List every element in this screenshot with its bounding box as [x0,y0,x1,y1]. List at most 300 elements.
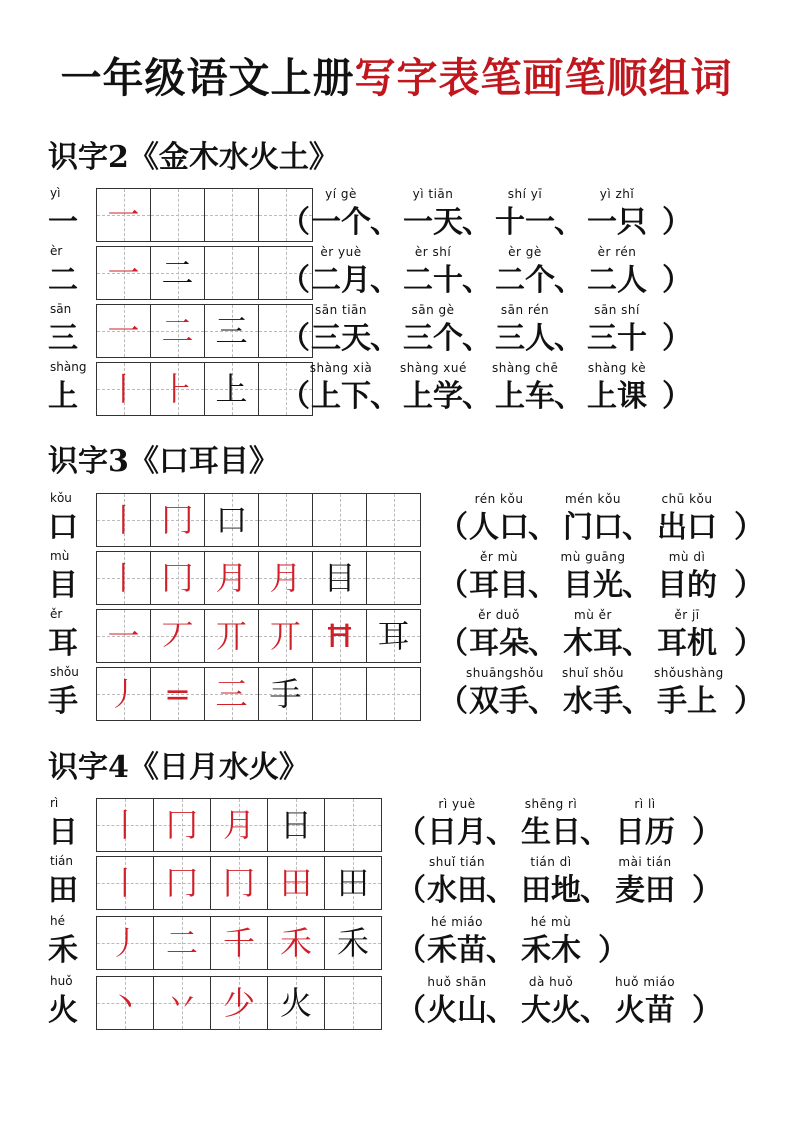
word-item [518,974,584,1028]
separator: 、 [528,684,558,719]
stroke-step: 冂 [165,806,198,844]
head-character: 上 [48,379,78,414]
word-pinyin: rì lì [634,797,656,811]
stroke-cell [211,799,268,851]
stroke-cell [313,552,367,604]
word-hanzi: 耳朵 [469,626,529,661]
close-paren: ） [734,626,764,661]
stroke-cell [151,494,205,546]
word-item [424,796,490,850]
head-character: 火 [48,993,78,1028]
head-pinyin: kǒu [50,491,72,505]
word-hanzi: 禾苗 [427,933,487,968]
word-pinyin: huǒ shān [427,975,487,989]
word-hanzi: 人口 [469,510,529,545]
word-hanzi: 一天 [403,205,463,240]
word-pinyin: mù guāng [560,550,626,564]
stroke-step: 二 [161,254,194,292]
stroke-order-grid [96,856,382,910]
word-item [584,302,650,356]
stroke-cell [205,189,259,241]
stroke-cell [367,668,420,720]
word-hanzi: 手上 [657,684,717,719]
word-item [492,302,558,356]
word-hanzi: 三天 [311,321,371,356]
open-paren: （ [280,321,310,356]
separator: 、 [580,873,610,908]
stroke-cell [97,610,151,662]
word-hanzi: 日历 [615,815,675,850]
word-pinyin: shàng xià [309,361,373,375]
word-hanzi: 一个 [311,205,371,240]
word-item [612,854,678,908]
stroke-order-grid [96,916,382,970]
word-item [612,974,678,1028]
stroke-cell [367,610,420,662]
stroke-cell [151,552,205,604]
separator: 、 [528,568,558,603]
stroke-cell [205,363,259,415]
open-paren: （ [396,815,426,850]
head-character: 田 [48,873,78,908]
word-item [308,302,374,356]
stroke-cell [205,610,259,662]
word-pinyin: shàng kè [587,361,647,375]
word-pinyin: sān gè [411,303,455,317]
word-hanzi: 木耳 [563,626,623,661]
stroke-cell [211,917,268,969]
separator: 、 [370,321,400,356]
word-item [466,491,532,545]
word-item [424,914,490,968]
stroke-cell [313,610,367,662]
close-paren: ） [692,815,722,850]
head-pinyin: mù [50,549,70,563]
separator: 、 [580,815,610,850]
head-pinyin: yì [50,186,61,200]
head-character: 日 [48,815,78,850]
word-hanzi: 三人 [495,321,555,356]
title-black: 一年级语文上册 [60,54,355,102]
stroke-step: 冂 [161,501,194,539]
stroke-cell [97,977,154,1029]
separator: 、 [462,205,492,240]
stroke-cell [211,977,268,1029]
stroke-cell [325,917,381,969]
word-hanzi: 二月 [311,263,371,298]
section-title: 识字4《日月水火》 [48,750,309,785]
separator: 、 [528,626,558,661]
word-hanzi: 火山 [427,993,487,1028]
word-hanzi: 田地 [521,873,581,908]
word-pinyin: shí yī [507,187,543,201]
word-pinyin: hé mù [530,915,572,929]
word-pinyin: shēng rì [524,797,578,811]
separator: 、 [528,510,558,545]
stroke-cell [97,857,154,909]
open-paren: （ [396,993,426,1028]
separator: 、 [370,379,400,414]
separator: 、 [622,510,652,545]
word-hanzi: 日月 [427,815,487,850]
stroke-step: 田 [336,864,369,902]
separator: 、 [462,379,492,414]
close-paren: ） [734,684,764,719]
separator: 、 [462,263,492,298]
word-hanzi: 目的 [657,568,717,603]
word-pinyin: shuǐ shǒu [562,666,624,680]
stroke-step: 冂 [161,559,194,597]
open-paren: （ [438,626,468,661]
separator: 、 [554,379,584,414]
separator: 、 [370,205,400,240]
word-hanzi: 目光 [563,568,623,603]
stroke-cell [268,977,325,1029]
stroke-step: 三 [215,675,248,713]
stroke-cell [97,305,151,357]
word-item [466,549,532,603]
head-character: 三 [48,321,78,356]
close-paren: ） [734,568,764,603]
word-hanzi: 二人 [587,263,647,298]
stroke-cell [325,799,381,851]
head-character: 目 [48,568,78,603]
word-item [584,186,650,240]
stroke-cell [205,494,259,546]
word-hanzi: 大火 [521,993,581,1028]
stroke-step: 丶 [108,984,141,1022]
stroke-step: 冂 [165,864,198,902]
head-pinyin: tián [50,854,73,868]
separator: 、 [486,993,516,1028]
word-hanzi: 门口 [563,510,623,545]
head-character: 禾 [48,933,78,968]
word-item [654,491,720,545]
stroke-cell [97,552,151,604]
word-hanzi: 生日 [521,815,581,850]
stroke-cell [97,799,154,851]
close-paren: ） [662,321,692,356]
open-paren: （ [280,379,310,414]
stroke-step: 日 [279,806,312,844]
word-item [400,244,466,298]
close-paren: ） [692,873,722,908]
separator: 、 [554,205,584,240]
word-hanzi: 上学 [403,379,463,414]
word-item [400,186,466,240]
stroke-cell [259,668,313,720]
word-item [492,244,558,298]
word-pinyin: ěr jī [674,608,700,622]
word-hanzi: 火苗 [615,993,675,1028]
stroke-cell [268,799,325,851]
separator: 、 [486,815,516,850]
stroke-step: 禾 [336,924,369,962]
word-hanzi: 耳机 [657,626,717,661]
stroke-step: 田 [279,864,312,902]
word-pinyin: èr shí [414,245,452,259]
stroke-cell [97,668,151,720]
word-item [518,796,584,850]
word-hanzi: 禾木 [521,933,581,968]
head-character: 二 [48,263,78,298]
stroke-cell [205,305,259,357]
stroke-order-grid [96,551,421,605]
stroke-step: 丿 [107,675,140,713]
separator: 、 [486,933,516,968]
stroke-step: 千 [222,924,255,962]
word-pinyin: rì yuè [438,797,476,811]
word-pinyin: shuǐ tián [428,855,486,869]
word-pinyin: sān tiān [314,303,368,317]
head-pinyin: shàng [50,360,87,374]
stroke-cell [97,363,151,415]
stroke-cell [325,977,381,1029]
stroke-cell [97,189,151,241]
stroke-step: 丌 [215,617,248,655]
open-paren: （ [438,510,468,545]
stroke-cell [259,494,313,546]
stroke-cell [205,552,259,604]
stroke-cell [259,552,313,604]
open-paren: （ [438,684,468,719]
title-red: 写字表笔画笔顺组词 [354,54,733,102]
section-title: 识字2《金木水火土》 [48,140,339,175]
stroke-order-grid [96,667,421,721]
word-item [466,665,544,719]
open-paren: （ [438,568,468,603]
stroke-cell [325,857,381,909]
stroke-cell [97,247,151,299]
stroke-step: ⺊ [161,370,194,408]
close-paren: ） [662,205,692,240]
stroke-cell [205,247,259,299]
stroke-cell [151,668,205,720]
stroke-step: Ħ [324,617,355,655]
word-pinyin: èr yuè [320,245,362,259]
stroke-cell [154,799,211,851]
word-hanzi: 十一 [495,205,555,240]
word-item [424,974,490,1028]
head-character: 手 [48,684,78,719]
stroke-step: 禾 [279,924,312,962]
word-item [518,914,584,968]
word-item [400,302,466,356]
stroke-step: 月 [269,559,302,597]
stroke-order-grid [96,976,382,1030]
word-pinyin: hé miáo [430,915,484,929]
stroke-step: 冂 [222,864,255,902]
stroke-cell [268,917,325,969]
word-hanzi: 上下 [311,379,371,414]
stroke-step: 目 [323,559,356,597]
word-pinyin: sān rén [500,303,550,317]
word-hanzi: 出口 [657,510,717,545]
separator: 、 [580,993,610,1028]
stroke-cell [151,247,205,299]
word-pinyin: shuāngshǒu [466,666,544,680]
word-item [518,854,584,908]
word-pinyin: chū kǒu [661,492,713,506]
word-item [424,854,490,908]
stroke-step: 耳 [377,617,410,655]
head-pinyin: shǒu [50,665,79,679]
word-item [560,491,626,545]
head-pinyin: sān [50,302,72,316]
word-pinyin: èr gè [508,245,542,259]
word-item [492,360,558,414]
word-pinyin: ěr duǒ [478,608,520,622]
stroke-cell [211,857,268,909]
stroke-step: 三 [215,312,248,350]
word-item [466,607,532,661]
separator: 、 [622,684,652,719]
stroke-step: 一 [107,254,140,292]
word-pinyin: huǒ miáo [614,975,676,989]
open-paren: （ [396,933,426,968]
word-hanzi: 上车 [495,379,555,414]
head-pinyin: hé [50,914,65,928]
stroke-step: 丨 [107,559,140,597]
word-item [492,186,558,240]
stroke-step: 丌 [269,617,302,655]
head-pinyin: èr [50,244,63,258]
word-pinyin: shàng chē [492,361,559,375]
separator: 、 [486,873,516,908]
word-pinyin: rén kǒu [474,492,524,506]
word-item [308,244,374,298]
word-hanzi: 三十 [587,321,647,356]
word-pinyin: mài tián [618,855,672,869]
word-hanzi: 三个 [403,321,463,356]
stroke-cell [268,857,325,909]
close-paren: ） [662,379,692,414]
word-hanzi: 耳目 [469,568,529,603]
stroke-cell [151,305,205,357]
stroke-step: 丆 [161,617,194,655]
stroke-cell [97,494,151,546]
head-pinyin: ěr [50,607,63,621]
word-pinyin: tián dì [530,855,572,869]
stroke-cell [154,917,211,969]
word-pinyin: mén kǒu [565,492,621,506]
word-pinyin: mù ěr [574,608,612,622]
word-item [584,244,650,298]
stroke-cell [151,610,205,662]
stroke-step: 二 [165,924,198,962]
stroke-step: 一 [107,196,140,234]
word-item [584,360,650,414]
head-pinyin: huǒ [50,974,73,988]
stroke-step: 丨 [107,370,140,408]
word-item [612,796,678,850]
stroke-step: 丷 [165,984,198,1022]
word-pinyin: dà huǒ [528,975,574,989]
word-item [308,186,374,240]
word-pinyin: yì tiān [412,187,454,201]
page-title [0,50,793,106]
word-hanzi: 麦田 [615,873,675,908]
stroke-step: 月 [222,806,255,844]
word-pinyin: yí gè [325,187,357,201]
stroke-cell [313,494,367,546]
word-pinyin: yì zhǐ [599,187,635,201]
stroke-cell [259,610,313,662]
stroke-cell [313,668,367,720]
stroke-step: 丨 [108,864,141,902]
head-character: 口 [48,510,78,545]
stroke-cell [367,552,420,604]
close-paren: ） [662,263,692,298]
open-paren: （ [280,205,310,240]
stroke-step: 一 [107,312,140,350]
head-pinyin: rì [50,796,59,810]
word-hanzi: 水手 [563,684,623,719]
word-item [560,665,626,719]
stroke-cell [205,668,259,720]
stroke-cell [151,363,205,415]
stroke-step: = [164,675,191,713]
stroke-cell [97,917,154,969]
stroke-step: 月 [215,559,248,597]
word-hanzi: 一只 [587,205,647,240]
open-paren: （ [280,263,310,298]
stroke-step: 二 [161,312,194,350]
word-item [308,360,374,414]
word-hanzi: 二个 [495,263,555,298]
stroke-order-grid [96,609,421,663]
close-paren: ） [692,993,722,1028]
word-item [654,665,724,719]
word-item [560,607,626,661]
word-item [560,549,626,603]
word-hanzi: 上课 [587,379,647,414]
close-paren: ） [598,933,628,968]
separator: 、 [622,568,652,603]
separator: 、 [462,321,492,356]
word-pinyin: shǒushàng [654,666,724,680]
stroke-step: 一 [107,617,140,655]
word-hanzi: 双手 [469,684,529,719]
stroke-step: 丨 [108,806,141,844]
word-hanzi: 水田 [427,873,487,908]
stroke-step: 丨 [107,501,140,539]
stroke-cell [154,857,211,909]
stroke-step: 上 [215,370,248,408]
stroke-order-grid [96,493,421,547]
stroke-step: 少 [222,984,255,1022]
separator: 、 [554,321,584,356]
stroke-cell [367,494,420,546]
stroke-step: 口 [215,501,248,539]
word-item [400,360,466,414]
word-pinyin: mù dì [668,550,706,564]
close-paren: ） [734,510,764,545]
head-character: 一 [48,205,78,240]
word-pinyin: sān shí [594,303,640,317]
separator: 、 [622,626,652,661]
word-item [654,607,720,661]
word-hanzi: 二十 [403,263,463,298]
separator: 、 [370,263,400,298]
word-pinyin: shàng xué [400,361,467,375]
open-paren: （ [396,873,426,908]
stroke-step: 丿 [108,924,141,962]
word-pinyin: èr rén [597,245,637,259]
stroke-step: 火 [279,984,312,1022]
stroke-step: 手 [269,675,302,713]
head-character: 耳 [48,626,78,661]
